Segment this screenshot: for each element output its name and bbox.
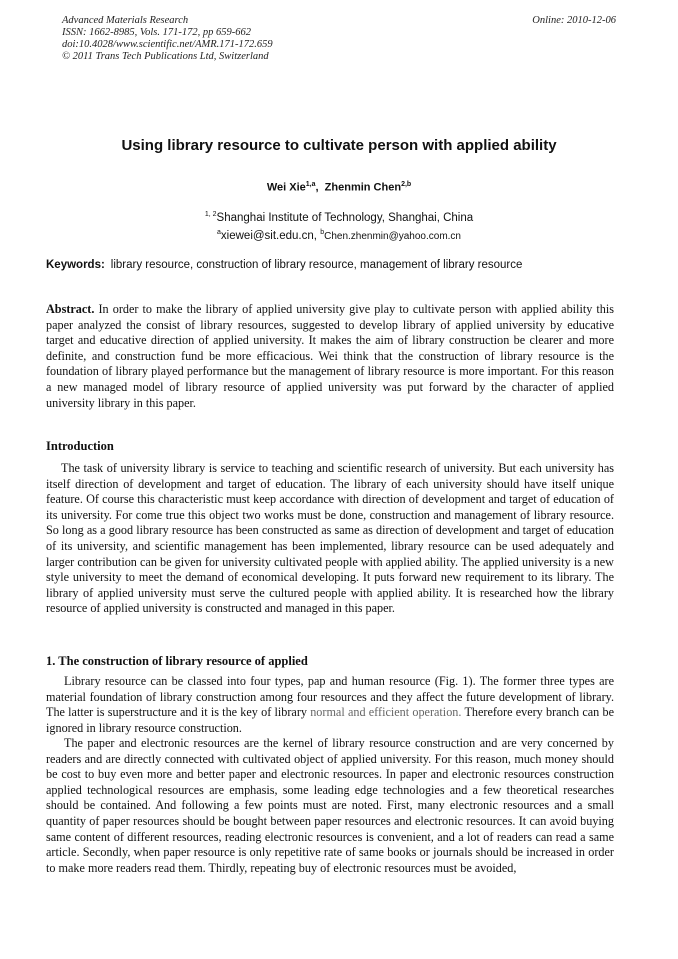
author-1-sup: 1,a: [305, 181, 316, 188]
doi-line: doi:10.4028/www.scientific.net/AMR.171-172.659: [62, 39, 273, 50]
author-2-sup: 2,b: [401, 181, 412, 188]
abstract: [46, 302, 614, 411]
paper-title: Using library resource to cultivate person with applied ability: [121, 137, 557, 154]
introduction-heading: Introduction: [46, 439, 114, 453]
email-a-sup: a: [217, 229, 221, 236]
affiliation-line: [0, 211, 678, 224]
email-a: xiewei@sit.edu.cn,: [220, 229, 317, 242]
email-line: [0, 229, 678, 242]
keywords: [46, 259, 636, 271]
journal-header: [62, 15, 273, 63]
author-line: [0, 181, 678, 194]
affiliation-sup: 1, 2: [204, 211, 217, 218]
email-b: Chen.zhenmin@yahoo.com.cn: [324, 230, 461, 242]
abstract-label: Abstract.: [46, 302, 95, 316]
online-date: Online: 2010-12-06: [532, 15, 616, 26]
author-separator: ,: [315, 181, 319, 194]
abstract-text: In order to make the library of applied university give play to cultivate person with applied ability this paper analyzed the consist of library resources, suggested to develop library of applied university by educative target and educative direction of applied university. It makes the aim of library construction be clearer and more definite, and construction fund be more efficacious. Wei think that the construction of library resource is the foundation of library played performance but the management of library resource is more important. For this reason a new managed model of library resource of applied university was put forward by the character of applied university library in this paper.: [46, 302, 615, 410]
copyright-line: © 2011 Trans Tech Publications Ltd, Switzerland: [62, 51, 269, 62]
affiliation-text: Shanghai Institute of Technology, Shanghai, China: [216, 211, 474, 224]
section-1-p1-text-a: Library resource can be classed into four types, pap and human resource (Fig. 1). The former three types are material foundation of library construction among four resources and they affect the future development of library. The latter is superstructure and it is the key of library: [46, 674, 614, 720]
section-1-p1-gray-text: normal and efficient operation.: [310, 705, 462, 720]
section-1-paragraph-2: The paper and electronic resources are the kernel of library resource construction and are very concerned by readers and are directly connected with cultivated object of applied university. For this reason, much money should be cost to buy even more and better paper and electronic resources. In paper and electronic resources construction applied technological resources are emphasis, some leading edge technologies and a few theoretical researches should be contained. And following a few points must are noted. First, many electronic resources and a small quantity of paper resources should be bought between paper resources and electronic resources. It can avoid buying same content of different resources, reading electronic resources is convenient, and a lot of readers can read a same article. Secondly, when paper resource is only repetitive rate of same books or journals should be increased in order to make more readers read them. Thirdly, repeating buy of electronic resources must be avoided,: [46, 736, 614, 875]
journal-name: Advanced Materials Research: [62, 15, 189, 26]
keywords-label: Keywords:: [46, 259, 105, 271]
section-1-p1-text-b: Therefore every branch can be ignored in library resource construction.: [46, 705, 614, 735]
author-1-name: Wei Xie: [266, 181, 306, 194]
issn-line: ISSN: 1662-8985, Vols. 171-172, pp 659-662: [62, 27, 251, 38]
email-b-sup: b: [320, 229, 325, 236]
keywords-text: library resource, construction of library resource, management of library resource: [110, 259, 523, 271]
section-1-paragraph-1: [46, 674, 614, 736]
author-2-name: Zhenmin Chen: [324, 181, 402, 194]
section-1-heading: 1. The construction of library resource of applied: [46, 654, 308, 668]
introduction-paragraph: The task of university library is service to teaching and scientific research of university. But each university has itself direction of development and target of education. The library of each university should have itself unique feature. Of course this characteristic must keep accordance with direction of development and target of education of its university. For come true this object two works must be done, construction and management of library resource. So long as a good library resource has been constructed as same as direction of development and target of education of its university, and scientific management has been implemented, library resource can be used adequately and larger contribution can be given for university cultivated people with applied ability. The applied university is a new style university to meet the demand of economical developing. It puts forward new requirement to its library. The library of applied university must serve the cultured people with applied ability. It is researched how the library resource of applied university is constructed and managed in this paper.: [46, 461, 614, 616]
